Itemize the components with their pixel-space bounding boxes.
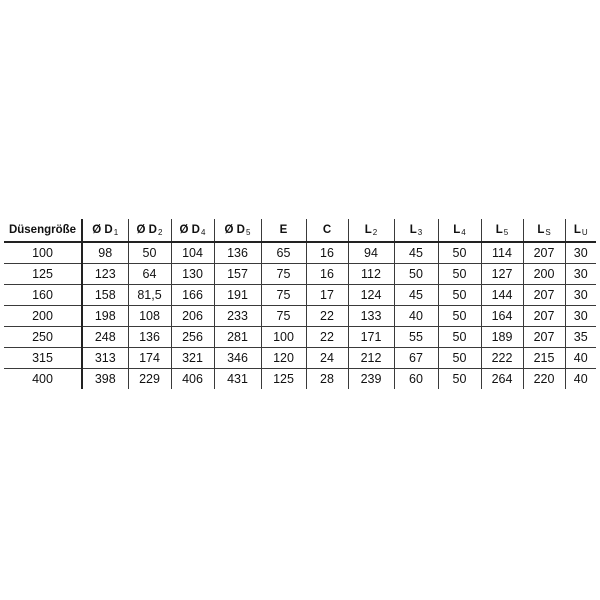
table-cell: 315 [4,348,82,369]
header-label: Ø D [224,223,245,236]
header-label: L [495,223,503,236]
table-cell: 130 [171,264,214,285]
table-cell: 313 [82,348,128,369]
table-cell: 220 [523,369,565,390]
header-ls [523,219,565,242]
table-cell: 40 [394,306,438,327]
table-cell: 191 [214,285,261,306]
table-cell: 98 [82,242,128,264]
table-cell: 100 [4,242,82,264]
table-cell: 40 [565,369,596,390]
table-cell: 158 [82,285,128,306]
header-subscript: 1 [113,227,119,237]
table-cell: 222 [481,348,523,369]
table-cell: 75 [261,306,306,327]
header-subscript: S [545,227,551,237]
table-cell: 212 [348,348,394,369]
table-cell: 50 [438,285,481,306]
table-cell: 104 [171,242,214,264]
header-l2 [348,219,394,242]
table-cell: 229 [128,369,171,390]
header-label: Ø D [136,223,157,236]
table-cell: 207 [523,306,565,327]
table-cell: 55 [394,327,438,348]
header-d4 [171,219,214,242]
table-cell: 250 [4,327,82,348]
header-subscript: 5 [503,227,509,237]
table-cell: 124 [348,285,394,306]
header-label: L [409,223,417,236]
table-cell: 171 [348,327,394,348]
table-cell: 50 [438,264,481,285]
table-cell: 50 [128,242,171,264]
table-cell: 16 [306,242,348,264]
table-cell: 136 [214,242,261,264]
table-row [4,264,596,285]
table-cell: 50 [438,306,481,327]
table-cell: 30 [565,285,596,306]
dimension-table-container [4,219,596,389]
table-cell: 198 [82,306,128,327]
table-cell: 50 [438,369,481,390]
table-cell: 144 [481,285,523,306]
table-row [4,369,596,390]
table-cell: 256 [171,327,214,348]
table-row [4,327,596,348]
table-cell: 16 [306,264,348,285]
header-subscript: 2 [158,227,163,237]
table-cell: 160 [4,285,82,306]
header-subscript: 5 [246,227,251,237]
table-cell: 81,5 [128,285,171,306]
table-cell: 114 [481,242,523,264]
table-cell: 75 [261,264,306,285]
table-cell: 200 [523,264,565,285]
table-cell: 239 [348,369,394,390]
table-body [4,242,596,389]
table-cell: 164 [481,306,523,327]
table-cell: 166 [171,285,214,306]
table-cell: 136 [128,327,171,348]
table-cell: 123 [82,264,128,285]
header-c [306,219,348,242]
header-subscript: U [581,227,588,237]
table-cell: 120 [261,348,306,369]
table-cell: 22 [306,306,348,327]
table-cell: 400 [4,369,82,390]
header-subscript: 4 [201,227,206,237]
table-cell: 157 [214,264,261,285]
table-cell: 200 [4,306,82,327]
table-cell: 40 [565,348,596,369]
table-cell: 30 [565,242,596,264]
table-cell: 17 [306,285,348,306]
table-cell: 207 [523,327,565,348]
header-e [261,219,306,242]
table-cell: 65 [261,242,306,264]
table-cell: 125 [4,264,82,285]
header-subscript: 4 [461,227,466,237]
header-label: Ø D [92,223,113,236]
header-label: C [322,224,332,236]
header-d2 [128,219,171,242]
table-cell: 24 [306,348,348,369]
table-cell: 50 [438,348,481,369]
table-cell: 321 [171,348,214,369]
header-label: L [453,223,461,236]
header-subscript: 2 [372,227,378,237]
table-cell: 207 [523,242,565,264]
header-label: Düsengröße [8,224,77,236]
table-row [4,285,596,306]
table-cell: 127 [481,264,523,285]
table-cell: 75 [261,285,306,306]
table-cell: 30 [565,264,596,285]
table-cell: 64 [128,264,171,285]
table-cell: 112 [348,264,394,285]
header-label: L [537,223,545,236]
header-label: L [364,223,372,236]
table-cell: 50 [438,242,481,264]
header-lu [565,219,596,242]
table-row [4,306,596,327]
table-cell: 206 [171,306,214,327]
table-cell: 50 [438,327,481,348]
header-d5 [214,219,261,242]
table-cell: 398 [82,369,128,390]
table-cell: 35 [565,327,596,348]
header-label: L [573,223,581,236]
table-cell: 133 [348,306,394,327]
table-cell: 67 [394,348,438,369]
table-cell: 60 [394,369,438,390]
table-cell: 50 [394,264,438,285]
header-label: Ø D [179,223,200,236]
table-cell: 406 [171,369,214,390]
table-cell: 45 [394,242,438,264]
table-cell: 281 [214,327,261,348]
table-cell: 125 [261,369,306,390]
header-l5 [481,219,523,242]
table-cell: 233 [214,306,261,327]
table-cell: 431 [214,369,261,390]
table-cell: 207 [523,285,565,306]
header-l3 [394,219,438,242]
table-header-row [4,219,596,242]
header-nozzle-size [4,219,82,242]
header-d1 [82,219,128,242]
table-cell: 189 [481,327,523,348]
header-label: E [279,224,288,236]
header-l4 [438,219,481,242]
header-subscript: 3 [417,227,423,237]
table-cell: 174 [128,348,171,369]
table-cell: 264 [481,369,523,390]
table-cell: 215 [523,348,565,369]
table-cell: 108 [128,306,171,327]
table-row [4,242,596,264]
table-cell: 30 [565,306,596,327]
table-cell: 94 [348,242,394,264]
table-cell: 100 [261,327,306,348]
table-row [4,348,596,369]
table-cell: 248 [82,327,128,348]
nozzle-dimension-table [4,219,596,389]
table-cell: 45 [394,285,438,306]
table-cell: 346 [214,348,261,369]
table-cell: 28 [306,369,348,390]
table-cell: 22 [306,327,348,348]
